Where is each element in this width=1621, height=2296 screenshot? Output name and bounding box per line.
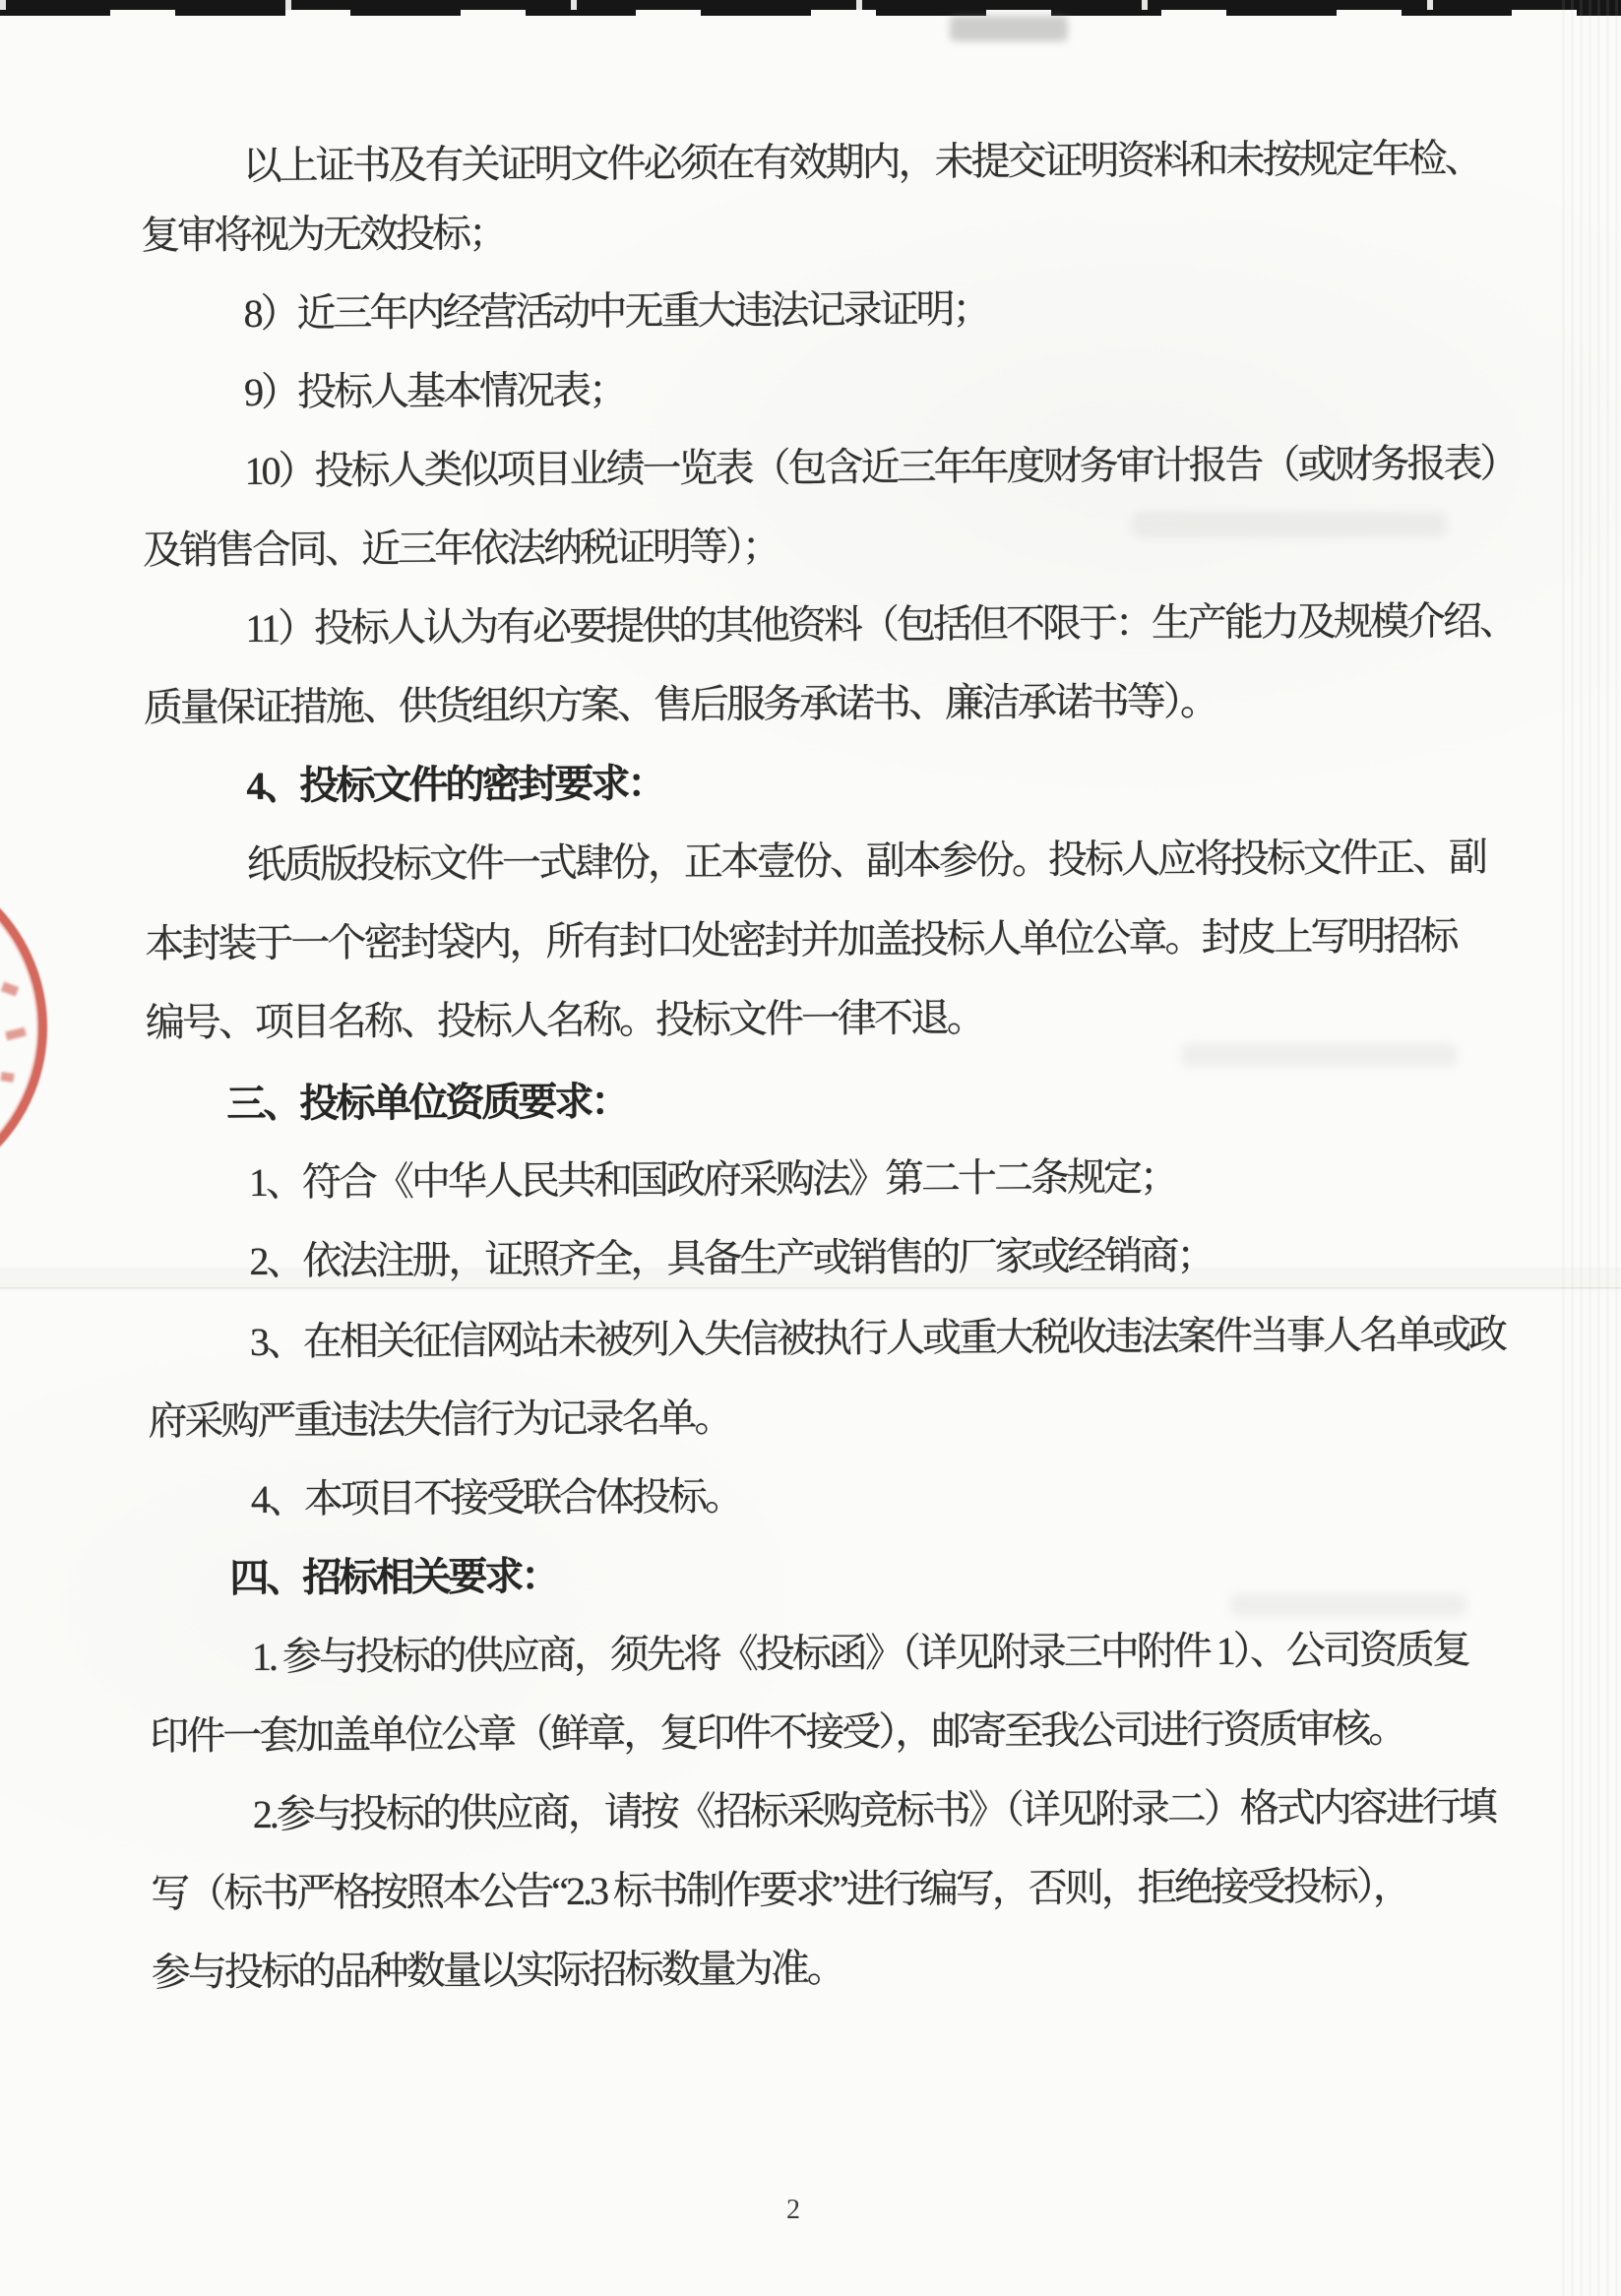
document-line: 4、本项目不接受联合体投标。 — [250, 1473, 742, 1521]
document-line: 及销售合同、近三年依法纳税证明等）； — [142, 524, 779, 573]
document-line: 10）投标人类似项目业绩一览表（包含近三年年度财务审计报告（或财务报表） — [244, 441, 1517, 494]
document-line: 2、依法注册，证照齐全，具备生产或销售的厂家或经销商； — [249, 1233, 1214, 1283]
document-line: 纸质版投标文件一式肆份，正本壹份、副本参份。投标人应将投标文件正、副 — [246, 835, 1486, 887]
document-line: 复审将视为无效投标； — [140, 211, 506, 258]
document-heading: 三、投标单位资质要求： — [226, 1079, 628, 1127]
page-number: 2 — [786, 2195, 800, 2225]
document-line: 2.参与投标的供应商，请按《招标采购竞标书》（详见附录二）格式内容进行填 — [252, 1784, 1495, 1836]
document-line: 8）近三年内经营活动中无重大违法记录证明； — [243, 286, 989, 337]
document-line: 11）投标人认为有必要提供的其他资料（包括但不限于：生产能力及规模介绍、 — [245, 598, 1517, 652]
document-line: 9）投标人基本情况表； — [243, 367, 626, 415]
document-line: 以上证书及有关证明文件必须在有效期内，未提交证明资料和未按规定年检、 — [242, 136, 1481, 189]
document-heading: 4、投标文件的密封要求： — [246, 761, 664, 808]
document-line: 府采购严重违法失信行为记录名单。 — [148, 1396, 731, 1444]
document-line: 参与投标的品种数量以实际招标数量为准。 — [151, 1946, 843, 1995]
document-line: 印件一套加盖单位公章（鲜章，复印件不接受），邮寄至我公司进行资质审核。 — [150, 1706, 1405, 1759]
document-line: 3、在相关征信网站未被列入失信被执行人或重大税收违法案件当事人名单或政 — [249, 1312, 1506, 1364]
document-line: 本封装于一个密封袋内，所有封口处密封并加盖投标人单位公章。封皮上写明招标 — [145, 913, 1457, 966]
document-line: 写（标书严格按照本公告“2.3 标书制作要求”进行编写，否则，拒绝接受投标）， — [151, 1863, 1409, 1916]
document-line: 编号、项目名称、投标人名称。投标文件一律不退。 — [145, 995, 984, 1045]
document-line: 1、符合《中华人民共和国政府采购法》第二十二条规定； — [248, 1154, 1177, 1205]
document-line: 质量保证措施、供货组织方案、售后服务承诺书、廉洁承诺书等）。 — [143, 678, 1217, 730]
document-line: 1. 参与投标的供应商，须先将《投标函》（详见附录三中附件 1）、公司资质复 — [251, 1627, 1468, 1679]
document-heading: 四、招标相关要求： — [229, 1554, 558, 1601]
